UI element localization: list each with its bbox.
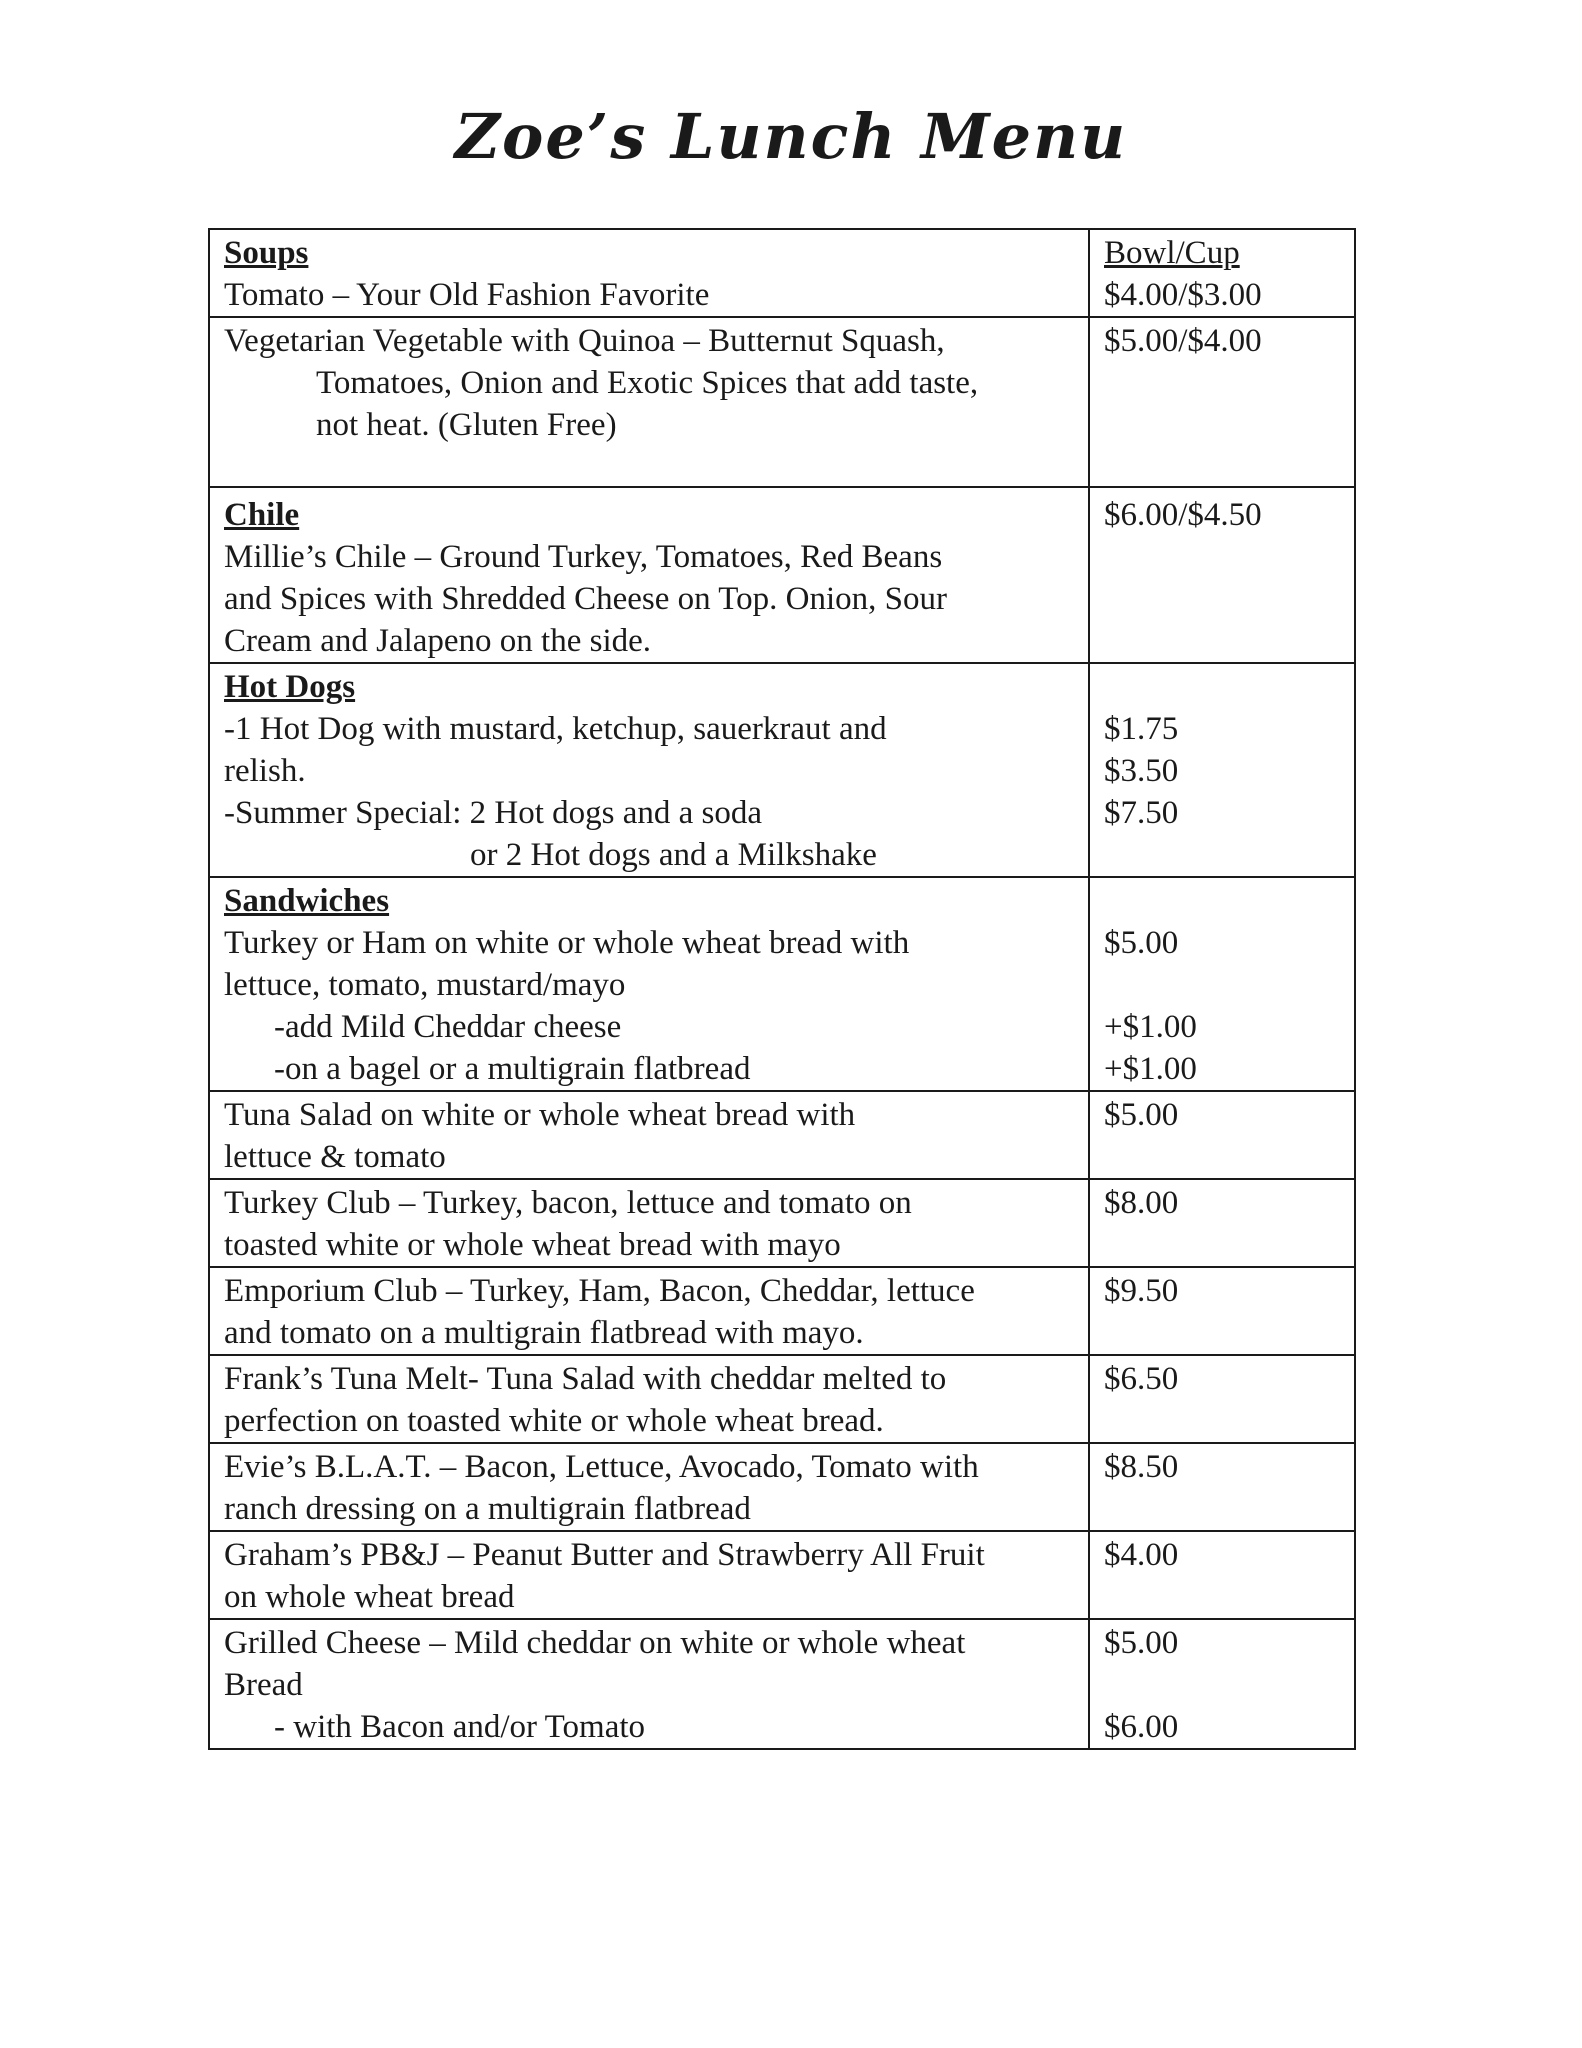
item-price: +$1.00 bbox=[1104, 1051, 1197, 1087]
item-line: Turkey Club – Turkey, bacon, lettuce and tomato on bbox=[224, 1185, 912, 1221]
item-line: ranch dressing on a multigrain flatbread bbox=[224, 1491, 751, 1527]
item-line: Cream and Jalapeno on the side. bbox=[224, 623, 652, 659]
item-price: $5.00 bbox=[1104, 925, 1179, 961]
item-line: Emporium Club – Turkey, Ham, Bacon, Cheddar, lettuce bbox=[224, 1273, 975, 1309]
item-price: $8.50 bbox=[1104, 1449, 1179, 1485]
item-price-cell bbox=[1089, 487, 1355, 663]
section-heading-hot-dogs: Hot Dogs bbox=[224, 669, 356, 705]
item-price: $6.50 bbox=[1104, 1361, 1179, 1397]
table-row bbox=[209, 1531, 1355, 1619]
item-price-cell bbox=[1089, 1443, 1355, 1531]
section-heading-sandwiches: Sandwiches bbox=[224, 883, 390, 919]
section-heading-soups: Soups bbox=[224, 235, 309, 271]
item-description bbox=[209, 1531, 1089, 1619]
table-row bbox=[209, 487, 1355, 663]
item-line: -add Mild Cheddar cheese bbox=[274, 1009, 622, 1045]
item-line: perfection on toasted white or whole wheat bread. bbox=[224, 1403, 884, 1439]
table-row bbox=[209, 317, 1355, 487]
item-price: $6.00 bbox=[1104, 1709, 1179, 1745]
item-line: Grilled Cheese – Mild cheddar on white or whole wheat bbox=[224, 1625, 966, 1661]
table-row bbox=[209, 663, 1355, 877]
item-line: not heat. (Gluten Free) bbox=[316, 407, 617, 443]
item-price: +$1.00 bbox=[1104, 1009, 1197, 1045]
item-line: Graham’s PB&J – Peanut Butter and Strawberry All Fruit bbox=[224, 1537, 985, 1573]
item-line: lettuce & tomato bbox=[224, 1139, 446, 1175]
item-price-cell bbox=[1089, 229, 1355, 317]
item-description bbox=[209, 229, 1089, 317]
item-price-cell bbox=[1089, 877, 1355, 1091]
item-line: or 2 Hot dogs and a Milkshake bbox=[470, 837, 877, 873]
item-line: Frank’s Tuna Melt- Tuna Salad with cheddar melted to bbox=[224, 1361, 947, 1397]
item-line: on whole wheat bread bbox=[224, 1579, 515, 1615]
item-line: -Summer Special: 2 Hot dogs and a soda bbox=[224, 795, 762, 831]
item-price: $1.75 bbox=[1104, 711, 1179, 747]
item-price: $9.50 bbox=[1104, 1273, 1179, 1309]
table-row bbox=[209, 1619, 1355, 1749]
table-row bbox=[209, 229, 1355, 317]
section-heading-chile: Chile bbox=[224, 497, 300, 533]
menu-table bbox=[208, 228, 1356, 1750]
item-line: and Spices with Shredded Cheese on Top. Onion, Sour bbox=[224, 581, 948, 617]
item-line: Bread bbox=[224, 1667, 303, 1703]
item-line: -on a bagel or a multigrain flatbread bbox=[274, 1051, 751, 1087]
table-row bbox=[209, 877, 1355, 1091]
item-line: Turkey or Ham on white or whole wheat bread with bbox=[224, 925, 910, 961]
item-price: $3.50 bbox=[1104, 753, 1179, 789]
item-price-cell bbox=[1089, 1531, 1355, 1619]
item-description bbox=[209, 877, 1089, 1091]
table-row bbox=[209, 1091, 1355, 1179]
table-row bbox=[209, 1179, 1355, 1267]
item-description bbox=[209, 1355, 1089, 1443]
price-heading: Bowl/Cup bbox=[1104, 235, 1240, 271]
item-description bbox=[209, 663, 1089, 877]
table-row bbox=[209, 1443, 1355, 1531]
item-description bbox=[209, 1091, 1089, 1179]
item-price: $5.00 bbox=[1104, 1625, 1179, 1661]
item-description bbox=[209, 1267, 1089, 1355]
item-price: $4.00/$3.00 bbox=[1104, 277, 1262, 313]
item-description bbox=[209, 1619, 1089, 1749]
item-line: Vegetarian Vegetable with Quinoa – Butternut Squash, bbox=[224, 323, 945, 359]
item-price: $5.00 bbox=[1104, 1097, 1179, 1133]
item-description bbox=[209, 317, 1089, 487]
item-line: and tomato on a multigrain flatbread with mayo. bbox=[224, 1315, 864, 1351]
table-row bbox=[209, 1355, 1355, 1443]
item-price-cell bbox=[1089, 1267, 1355, 1355]
item-price: $7.50 bbox=[1104, 795, 1179, 831]
page-title: Zoe’s Lunch Menu bbox=[454, 100, 1128, 173]
item-price-cell bbox=[1089, 1355, 1355, 1443]
item-line: -1 Hot Dog with mustard, ketchup, sauerkraut and bbox=[224, 711, 887, 747]
item-description bbox=[209, 1179, 1089, 1267]
item-price-cell bbox=[1089, 1179, 1355, 1267]
item-line: - with Bacon and/or Tomato bbox=[274, 1709, 646, 1745]
table-row bbox=[209, 1267, 1355, 1355]
item-price-cell bbox=[1089, 1619, 1355, 1749]
item-price: $4.00 bbox=[1104, 1537, 1179, 1573]
item-price: $5.00/$4.00 bbox=[1104, 323, 1262, 359]
item-description bbox=[209, 1443, 1089, 1531]
item-line: Tuna Salad on white or whole wheat bread with bbox=[224, 1097, 856, 1133]
item-line: Tomato – Your Old Fashion Favorite bbox=[224, 277, 710, 313]
item-line: lettuce, tomato, mustard/mayo bbox=[224, 967, 626, 1003]
item-line: Tomatoes, Onion and Exotic Spices that add taste, bbox=[316, 365, 979, 401]
item-price: $8.00 bbox=[1104, 1185, 1179, 1221]
item-description bbox=[209, 487, 1089, 663]
item-price-cell bbox=[1089, 663, 1355, 877]
item-price: $6.00/$4.50 bbox=[1104, 497, 1262, 533]
item-line: Millie’s Chile – Ground Turkey, Tomatoes, Red Beans bbox=[224, 539, 943, 575]
item-price-cell bbox=[1089, 1091, 1355, 1179]
item-line: relish. bbox=[224, 753, 306, 789]
item-line: toasted white or whole wheat bread with mayo bbox=[224, 1227, 841, 1263]
item-line: Evie’s B.L.A.T. – Bacon, Lettuce, Avocado, Tomato with bbox=[224, 1449, 979, 1485]
item-price-cell bbox=[1089, 317, 1355, 487]
